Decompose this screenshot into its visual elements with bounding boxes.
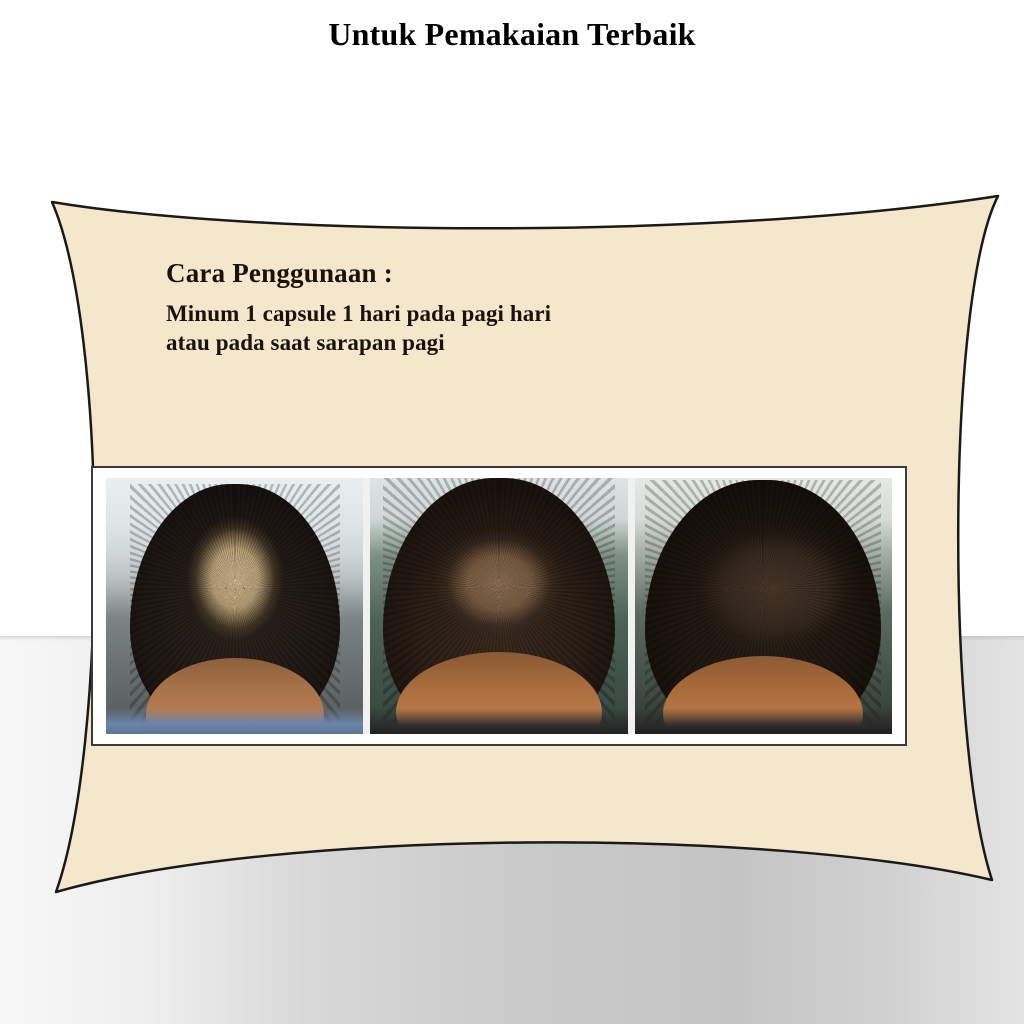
shirt-collar bbox=[106, 708, 363, 734]
shirt-collar bbox=[635, 708, 892, 734]
progress-photo-partial-regrowth bbox=[370, 478, 627, 734]
before-after-photo-panel bbox=[91, 466, 907, 746]
page-title: Untuk Pemakaian Terbaik bbox=[328, 16, 696, 52]
before-photo-balding-crown bbox=[106, 478, 363, 734]
after-photo-full-hair bbox=[635, 478, 892, 734]
usage-line-1: Minum 1 capsule 1 hari pada pagi hari bbox=[166, 301, 552, 326]
photo-strip bbox=[106, 478, 892, 734]
usage-instructions bbox=[166, 258, 766, 358]
usage-line-2: atau pada saat sarapan pagi bbox=[166, 330, 445, 356]
usage-heading: Cara Penggunaan : bbox=[166, 258, 393, 288]
shirt-collar bbox=[370, 708, 627, 734]
